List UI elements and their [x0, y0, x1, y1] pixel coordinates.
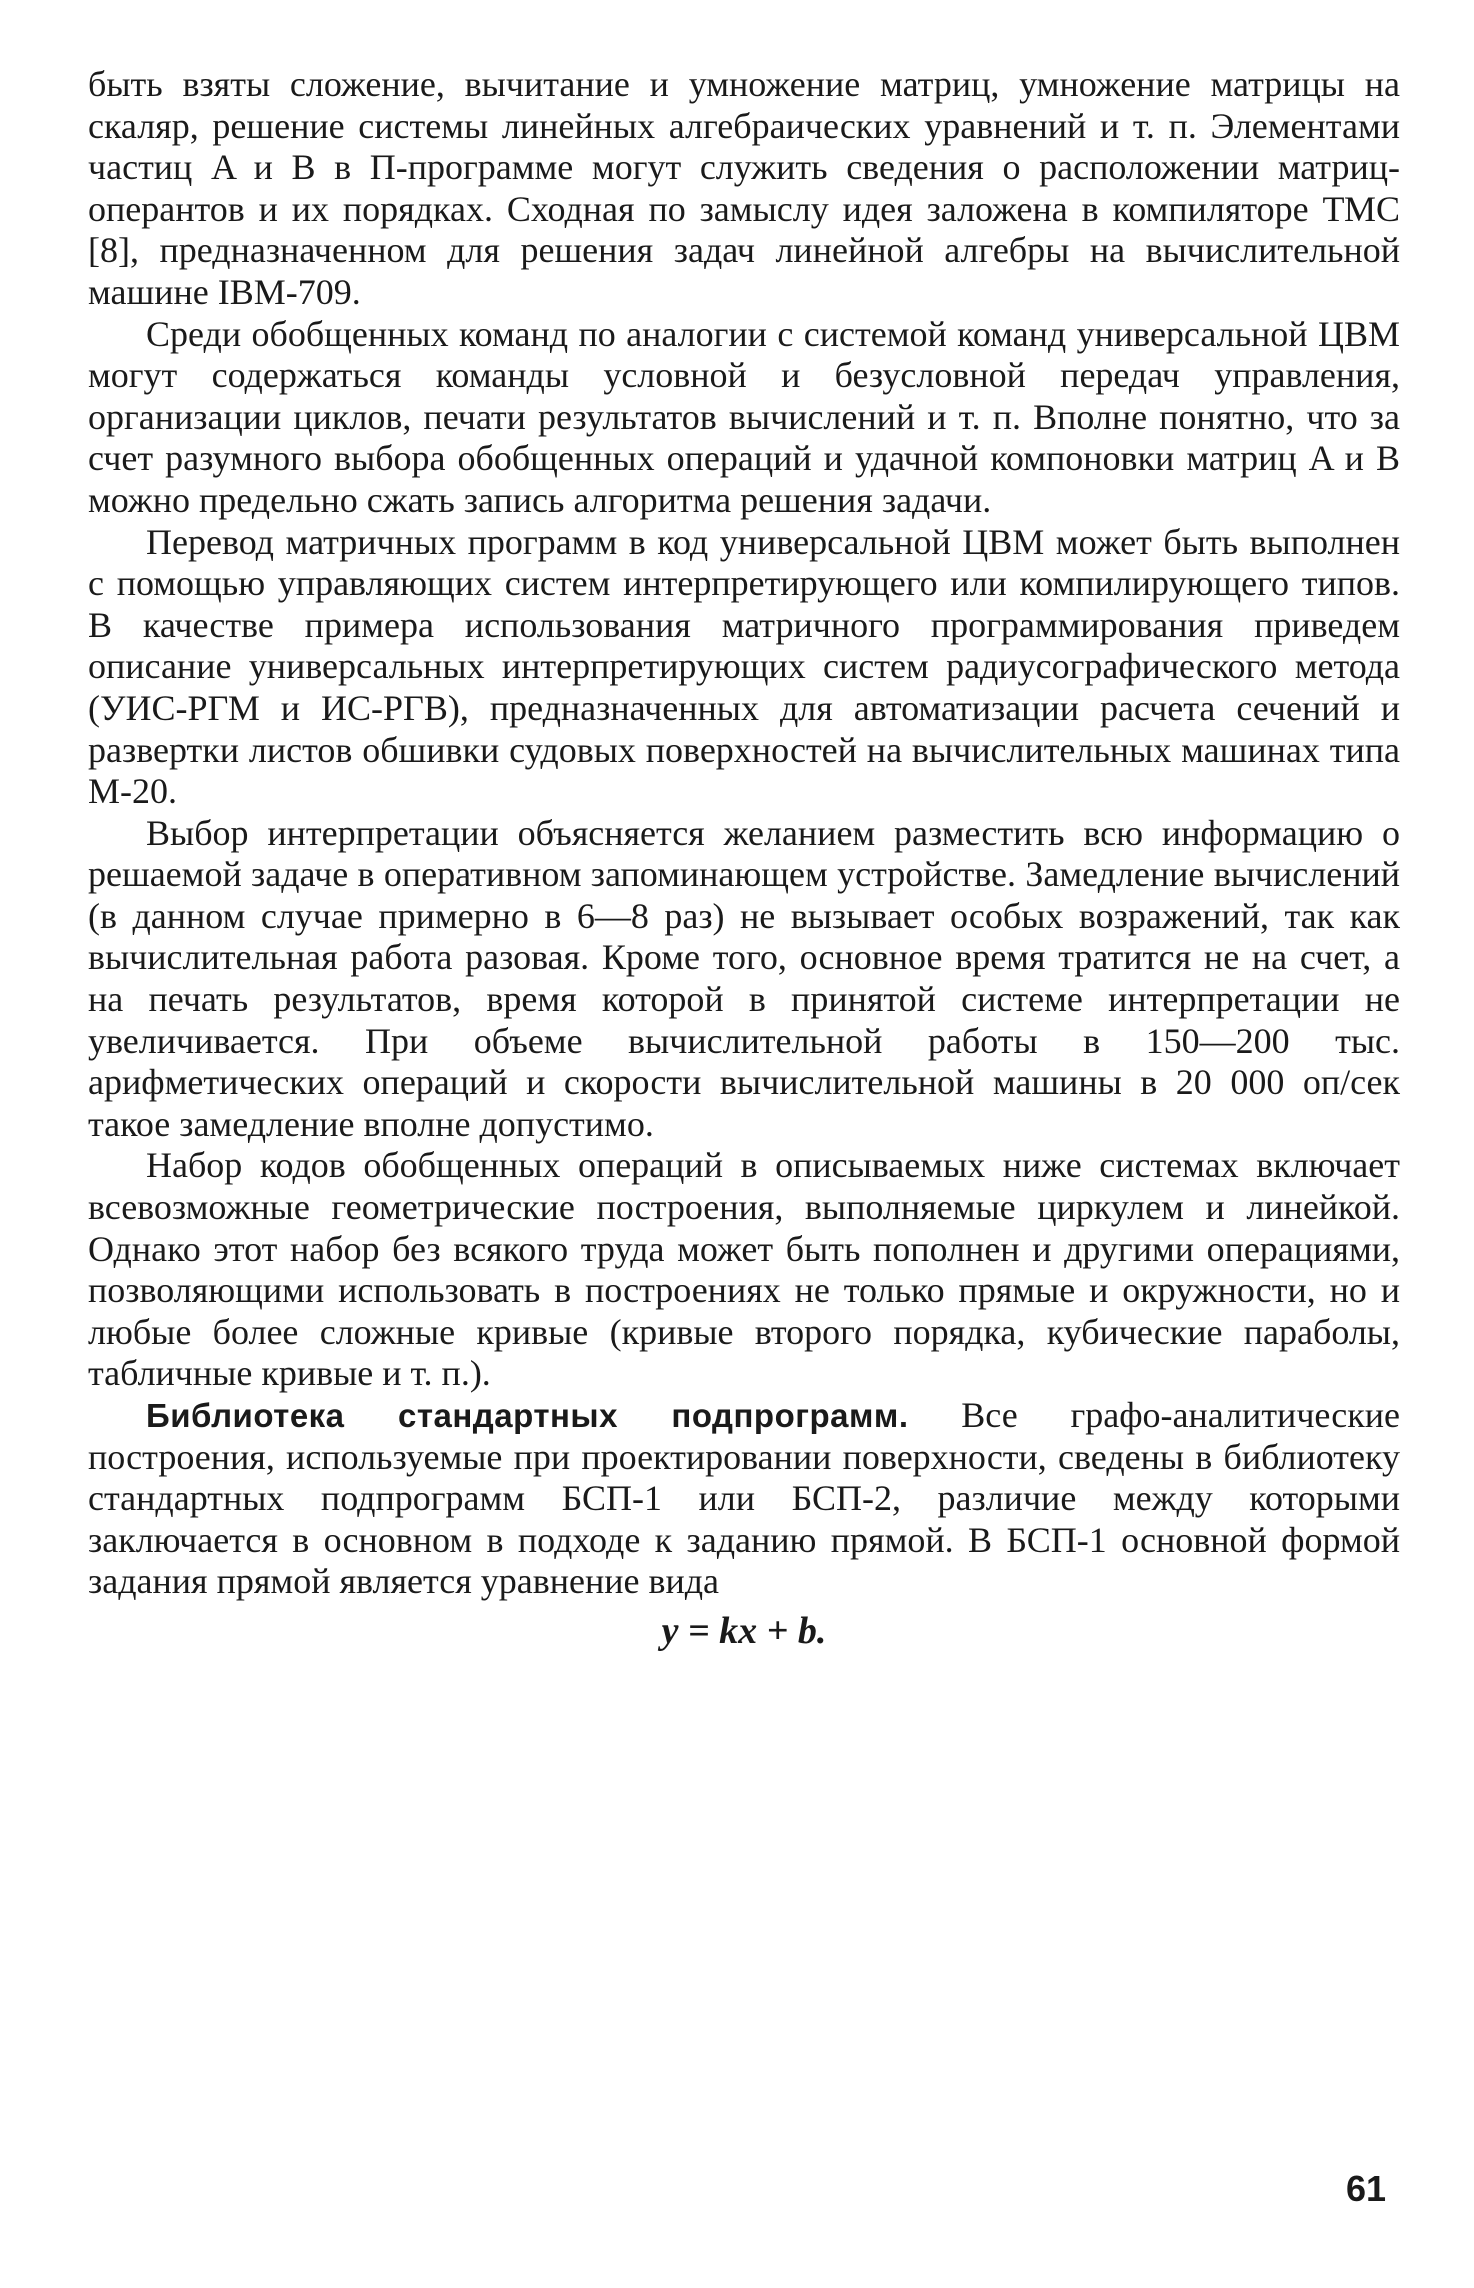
paragraph-3: Перевод матричных программ в код универсальной ЦВМ может быть выполнен с помощью управляющих систем интерпретирующего или компилирующего типов. В качестве примера использования матричного программирования приведем описание универсальных интерпретирующих систем радиусографического метода (УИС-РГМ и ИС-РГВ), предназначенных для автоматизации расчета сечений и развертки листов обшивки судовых поверхностей на вычислительных машинах типа М-20.: [88, 521, 1400, 812]
paragraph-4: Выбор интерпретации объясняется желанием разместить всю информацию о решаемой задаче в оперативном запоминающем устройстве. Замедление вычислений (в данном случае примерно в 6—8 раз) не вызывает особых возражений, так как вычислительная работа разовая. Кроме того, основное время тратится не на счет, а на печать результатов, время которой в принятой системе интерпретации не увеличивается. При объеме вычислительной работы в 150—200 тыс. арифметических операций и скорости вычислительной машины в 20 000 оп/сек такое замедление вполне допустимо.: [88, 812, 1400, 1144]
section-text: Все графо-аналитические построения, используемые при проектировании поверхности, сведены в библиотеку стандартных подпрограмм БСП-1 или БСП-2, различие между которыми заключается в основном в подходе к заданию прямой. В БСП-1 основной формой задания прямой является уравнение вида: [88, 1395, 1401, 1602]
section-paragraph: [88, 1395, 1400, 1603]
page-number: 61: [1345, 2168, 1386, 2209]
page-body: [88, 64, 1400, 1653]
paragraph-5: Набор кодов обобщенных операций в описываемых ниже системах включает всевозможные геометрические построения, выполняемые циркулем и линейкой. Однако этот набор без всякого труда может быть пополнен и другими операциями, позволяющими использовать в построениях не только прямые и окружности, но и любые более сложные кривые (кривые второго порядка, кубические параболы, табличные кривые и т. п.).: [88, 1145, 1400, 1394]
paragraph-2: Среди обобщенных команд по аналогии с системой команд универсальной ЦВМ могут содержаться команды условной и безусловной передач управления, организации циклов, печати результатов вычислений и т. п. Вполне понятно, что за счет разумного выбора обобщенных операций и удачной компоновки матриц A и B можно предельно сжать запись алгоритма решения задачи.: [88, 313, 1400, 520]
section-heading: Библиотека стандартных подпрограмм.: [146, 1397, 909, 1434]
formula: y = kx + b.: [661, 1609, 827, 1652]
paragraph-1: быть взяты сложение, вычитание и умножение матриц, умножение матрицы на скаляр, решение системы линейных алгебраических уравнений и т. п. Элементами частиц A и B в П-программе могут служить сведения о расположении матриц-оперантов и их порядках. Сходная по замыслу идея заложена в компиляторе ТМС [8], предназначенном для решения задач линейной алгебры на вычислительной машине IBM-709.: [88, 64, 1400, 312]
